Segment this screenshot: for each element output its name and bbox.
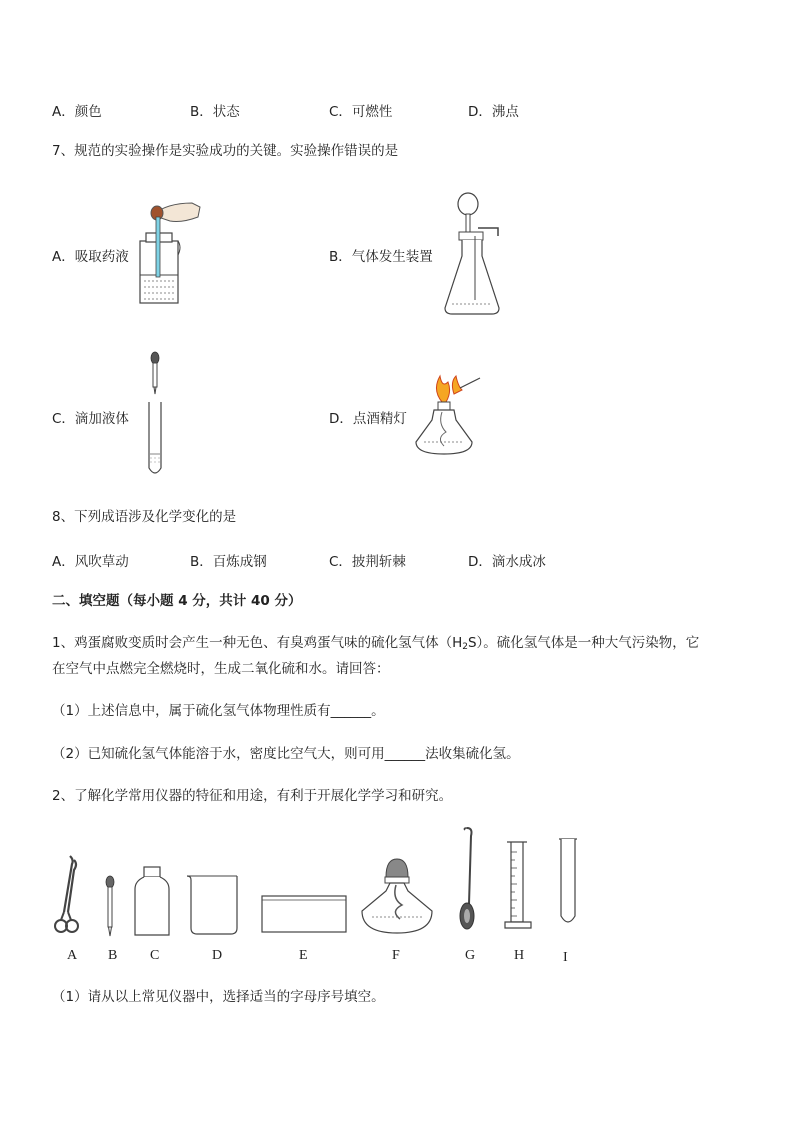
q7-option-a: A．吸取药液 <box>52 249 129 265</box>
instrument-label-d: D <box>212 948 223 963</box>
instrument-label-b: B <box>108 948 118 963</box>
q7-option-b: B．气体发生装置 <box>329 249 433 265</box>
trough-image <box>260 892 348 934</box>
f1-stem-line1: 1、鸡蛋腐败变质时会产生一种无色、有臭鸡蛋气味的硫化氢气体$(H_2S)$。硫化氢气体是一种大气污染物，它 <box>52 635 700 652</box>
f2-stem: 2、了解化学常用仪器的特征和用途，有利于开展化学学习和研究。 <box>52 788 453 804</box>
instrument-label-i: I <box>563 950 568 965</box>
section-title: 二、填空题（每小题 4 分，共计 40 分） <box>52 593 302 609</box>
beaker-image <box>185 872 243 936</box>
f1-stem-line2: 在空气中点燃完全燃烧时，生成二氧化硫和水。请回答： <box>52 661 390 677</box>
medicine-spoon-image <box>455 826 479 934</box>
dropper-test-tube-image <box>140 350 170 478</box>
instrument-label-e: E <box>299 948 308 963</box>
alcohol-lamp-small-image <box>360 855 434 935</box>
dropper-image <box>102 876 118 938</box>
graduated-cylinder-image <box>503 838 535 934</box>
q7-option-c: C．滴加液体 <box>52 411 129 427</box>
q7-option-d: D．点酒精灯 <box>329 411 407 427</box>
instrument-label-g: G <box>465 948 476 963</box>
instrument-label-a: A <box>67 948 78 963</box>
q8-option-d: D．滴水成冰 <box>468 554 546 570</box>
q8-option-b: B．百炼成钢 <box>190 554 267 570</box>
q6-option-c: C．可燃性 <box>329 104 393 120</box>
q8-option-a: A．风吹草动 <box>52 554 129 570</box>
q6-option-a: A．颜色 <box>52 104 102 120</box>
q8-stem: 8、下列成语涉及化学变化的是 <box>52 509 237 525</box>
reagent-bottle-image <box>133 865 171 937</box>
alcohol-lamp-image <box>410 372 485 460</box>
f1-part2: （2）已知硫化氢气体能溶于水，密度比空气大，则可用______法收集硫化氢。 <box>52 746 520 762</box>
gas-generator-image <box>442 190 507 318</box>
q8-option-c: C．披荆斩棘 <box>329 554 406 570</box>
instrument-label-c: C <box>150 948 160 963</box>
f1-part1: （1）上述信息中，属于硫化氢气体物理性质有______。 <box>52 703 385 719</box>
instrument-label-h: H <box>514 948 525 963</box>
q6-option-d: D．沸点 <box>468 104 519 120</box>
f2-part1: （1）请从以上常见仪器中，选择适当的字母序号填空。 <box>52 989 385 1005</box>
instrument-label-f: F <box>392 948 400 963</box>
crucible-tongs-image <box>52 852 82 940</box>
test-tube-image <box>556 836 580 928</box>
q7-stem: 7、规范的实验操作是实验成功的关键。实验操作错误的是 <box>52 143 399 159</box>
dropper-bottle-image <box>132 195 207 310</box>
q6-option-b: B．状态 <box>190 104 240 120</box>
